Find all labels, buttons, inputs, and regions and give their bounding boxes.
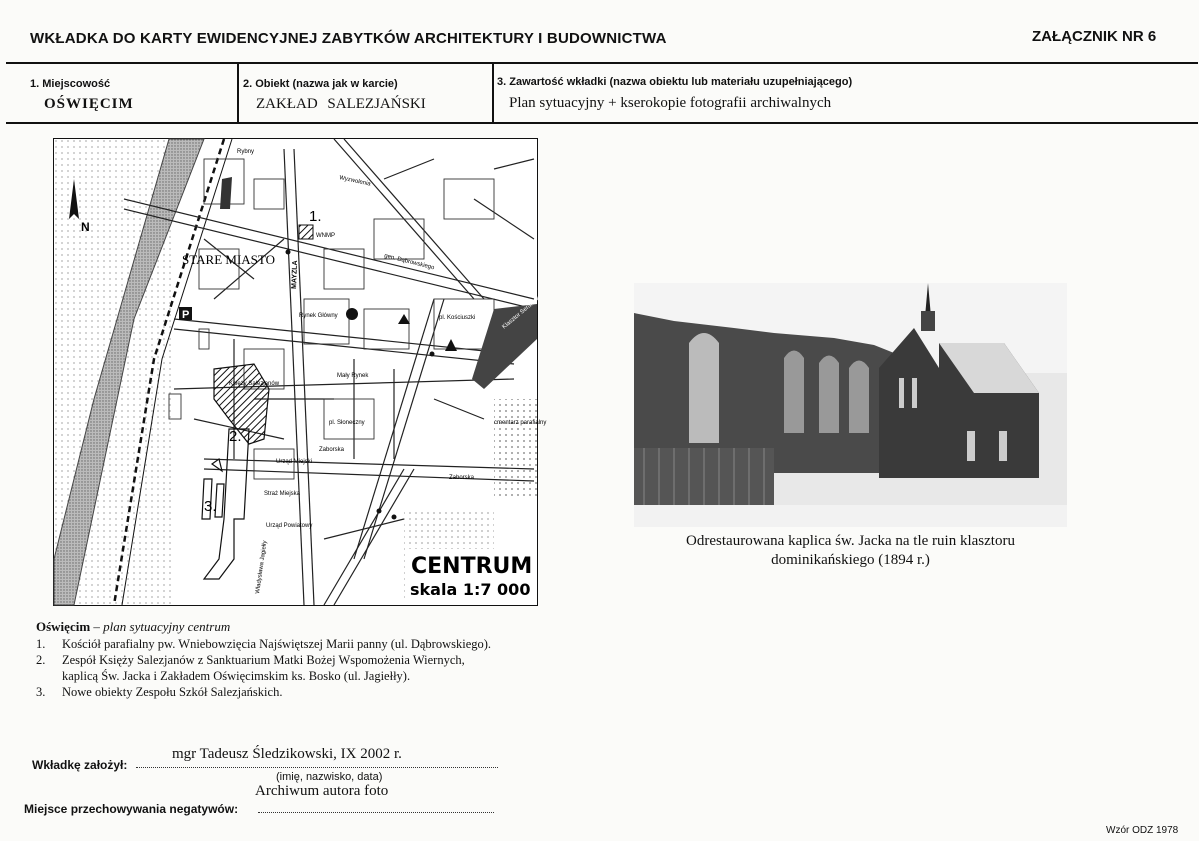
label-pl-sloneczny: pl. Słoneczny	[329, 420, 365, 426]
annex-number: ZAŁĄCZNIK NR 6	[1032, 28, 1157, 45]
label-klasztor: Klasztor Serafitek	[501, 295, 542, 331]
legend-item-2-cont	[36, 668, 410, 684]
fields-rule	[6, 122, 1198, 124]
legend-title-place: Oświęcim	[36, 619, 91, 634]
legend-item-2	[36, 652, 465, 668]
convent-area	[472, 304, 537, 389]
locality-value: OŚWIĘCIM	[44, 96, 134, 112]
archival-photo	[634, 283, 1067, 527]
label-zabonska: Zaborska	[319, 447, 345, 453]
legend-item-3	[36, 684, 282, 700]
label-maly-rynek: Mały Rynek	[337, 373, 369, 379]
negatives-label: Miejsce przechowywania negatywów:	[24, 802, 239, 816]
field-divider-1	[237, 64, 239, 122]
legend-num: 2.	[36, 653, 46, 667]
label-rybny: Rybny	[237, 149, 255, 155]
label-urzad-miejski: Urząd Miejski	[276, 459, 313, 465]
parking-label: P	[182, 309, 190, 321]
label-rynek-glowny: Rynek Główny	[299, 313, 338, 319]
photo-drawing	[634, 283, 1067, 527]
form-title: WKŁADKA DO KARTY EWIDENCYJNEJ ZABYTKÓW ARCHITEKTURY I BUDOWNICTWA	[30, 30, 667, 47]
legend-num: 3.	[36, 685, 46, 699]
label-pl-kosciuszki: pl. Kościuszki	[439, 315, 476, 321]
label-straz-miejska: Straż Miejska	[264, 491, 301, 497]
negatives-dotted-line	[258, 812, 494, 813]
label-mayzla: MAYZLA	[291, 260, 299, 290]
label-wyzwolenia: Wyzwolenia	[338, 175, 372, 188]
founded-value: mgr Tadeusz Śledzikowski, IX 2002 r.	[172, 746, 402, 762]
marker-2: 2.	[229, 428, 242, 445]
map-title: CENTRUM	[411, 554, 533, 579]
photo-author: Archiwum autora foto	[255, 783, 389, 799]
legend-num: 1.	[36, 637, 46, 651]
label-wnmp: WNMP	[316, 233, 335, 239]
map-scale: skala 1:7 000	[410, 580, 531, 599]
parish-church	[299, 225, 313, 239]
legend-title-desc: – plan sytuacyjny centrum	[90, 619, 231, 634]
label-zabonska-2: Zaborska	[449, 475, 475, 481]
founded-hint: (imię, nazwisko, data)	[276, 771, 383, 783]
contents-label: 3. Zawartość wkładki (nazwa obiektu lub materiału uzupełniającego)	[497, 76, 853, 88]
field-divider-2	[492, 64, 494, 122]
district-label: STARE MIASTO	[182, 252, 275, 267]
north-label: N	[81, 220, 90, 234]
locality-label: 1. Miejscowość	[30, 78, 111, 90]
legend-text: Kościół parafialny pw. Wniebowzięcia Najświętszej Marii panny (ul. Dąbrowskiego).	[62, 637, 492, 651]
label-jagielly: Władysława Jagiełły	[255, 540, 269, 595]
founded-label: Wkładkę założył:	[32, 758, 128, 772]
photo-caption-line-1: Odrestaurowana kaplica św. Jacka na tle ruin klasztoru	[686, 533, 1015, 549]
header-rule	[6, 62, 1198, 64]
object-value: ZAKŁAD SALEZJAŃSKI	[256, 96, 426, 112]
legend-text: Zespół Księży Salezjanów z Sanktuarium Matki Bożej Wspomożenia Wiernych,	[62, 653, 465, 667]
label-dabrowskiego: gen. Dąbrowskiego	[383, 253, 435, 272]
form-id: Wzór ODZ 1978	[1106, 825, 1179, 836]
legend-item-1	[36, 636, 491, 652]
label-ksiezy-salezjanow: Księży Salezjanów	[229, 381, 280, 387]
legend-text: kaplicą Św. Jacka i Zakładem Oświęcimskim ks. Bosko (ul. Jagiełły).	[62, 669, 411, 683]
marker-1: 1.	[309, 208, 322, 225]
label-urzad-powiatowy: Urząd Powiatowy	[266, 523, 313, 529]
object-label: 2. Obiekt (nazwa jak w karcie)	[243, 78, 398, 90]
legend-title	[36, 619, 230, 635]
legend-text: Nowe obiekty Zespołu Szkół Salezjańskich.	[62, 685, 283, 699]
site-plan-map	[53, 138, 547, 606]
photo-caption-line-2: dominikańskiego (1894 r.)	[771, 552, 930, 568]
map-drawing	[54, 139, 547, 605]
cemetery-area	[494, 399, 537, 499]
marker-3: 3.	[204, 498, 217, 515]
founded-dotted-line	[136, 767, 498, 768]
label-cmentarz: cmentarz parafialny	[494, 420, 547, 426]
contents-value: Plan sytuacyjny + kserokopie fotografii archiwalnych	[509, 95, 832, 111]
